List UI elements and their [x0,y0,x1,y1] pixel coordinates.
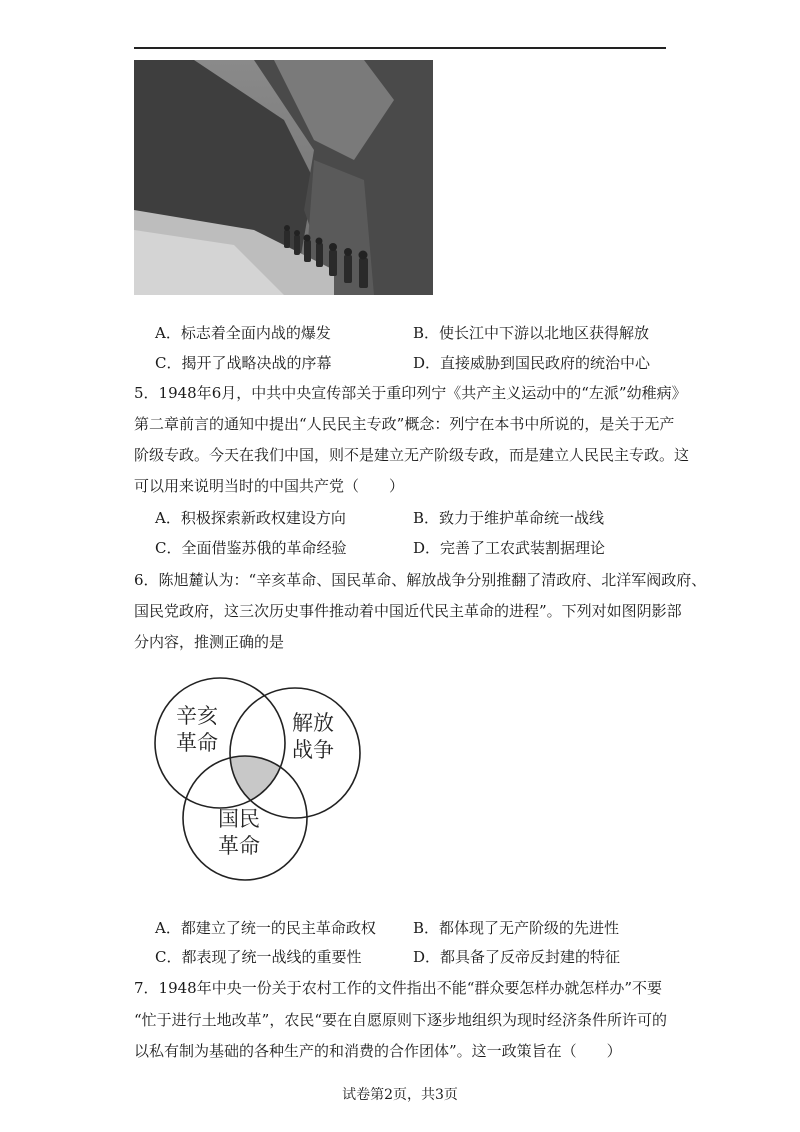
q6-option-b[interactable] [413,918,619,938]
q7-stem-line: 7．1948年中央一份关于农村工作的文件指出不能“群众要怎样办就怎样办”不要 [134,979,663,997]
option-letter: A． [155,919,181,937]
q5-option-c[interactable] [155,538,347,558]
q5-stem-line: 阶级专政。今天在我们中国，则不是建立无产阶级专政，而是建立人民民主专政。这 [134,446,690,464]
option-text: 揭开了战略决战的序幕 [181,354,332,372]
option-letter: D． [413,948,441,966]
option-text: 使长江中下游以北地区获得解放 [439,324,650,342]
option-letter: D． [413,354,441,372]
venn-label-guomin-1: 国民 [218,807,260,831]
q4-option-c[interactable] [155,353,332,373]
q6-stem-line: 国民党政府，这三次历史事件推动着中国近代民主革命的进程”。下列对如图阴影部 [134,602,682,620]
option-text: 标志着全面内战的爆发 [180,324,331,342]
q4-option-b[interactable] [413,323,649,343]
q4-option-a[interactable] [155,323,331,343]
venn-diagram [140,668,380,908]
option-text: 都建立了统一的民主革命政权 [180,919,376,937]
option-letter: C． [155,539,182,557]
option-text: 都体现了无产阶级的先进性 [439,919,620,937]
option-letter: C． [155,354,182,372]
q7-stem-line: 以私有制为基础的各种生产的和消费的合作团体”。这一政策旨在（ ） [134,1042,622,1060]
option-letter: A． [155,509,181,527]
q4-option-d[interactable] [413,353,650,373]
q6-stem-line: 6．陈旭麓认为：“辛亥革命、国民革命、解放战争分别推翻了清政府、北洋军阀政府、 [134,571,707,589]
venn-label-jiefang-1: 解放 [292,711,334,735]
option-letter: B． [413,509,440,527]
q5-stem-line: 可以用来说明当时的中国共产党（ ） [134,477,405,495]
q6-option-a[interactable] [155,918,376,938]
q6-stem-line: 分内容，推测正确的是 [134,633,285,651]
q6-option-d[interactable] [413,947,620,967]
venn-label-xinhai-1: 辛亥 [176,704,218,728]
page-footer: 试卷第2页，共3页 [342,1087,458,1103]
option-letter: A． [155,324,181,342]
q5-stem-line: 第二章前言的通知中提出“人民民主专政”概念：列宁在本书中所说的，是关于无产 [134,415,675,433]
option-text: 积极探索新政权建设方向 [180,509,346,527]
option-text: 致力于维护革命统一战线 [439,509,605,527]
q5-option-a[interactable] [155,508,346,528]
option-letter: B． [413,919,440,937]
option-text: 直接威胁到国民政府的统治中心 [440,354,651,372]
q5-stem-line: 5．1948年6月，中共中央宣传部关于重印列宁《共产主义运动中的“左派”幼稚病》 [134,384,687,402]
q7-stem-line: “忙于进行土地改革”，农民“要在自愿原则下逐步地组织为现时经济条件所许可的 [134,1011,668,1029]
option-letter: B． [413,324,440,342]
q6-option-c[interactable] [155,947,362,967]
option-text: 都表现了统一战线的重要性 [181,948,362,966]
header-rule [134,47,666,49]
venn-label-guomin-2: 革命 [218,834,260,858]
q5-option-b[interactable] [413,508,604,528]
option-text: 完善了工农武装割据理论 [440,539,606,557]
option-text: 都具备了反帝反封建的特征 [440,948,621,966]
march-photo [134,60,433,295]
option-letter: D． [413,539,441,557]
option-letter: C． [155,948,182,966]
venn-label-xinhai-2: 革命 [176,731,218,755]
q5-option-d[interactable] [413,538,605,558]
venn-label-jiefang-2: 战争 [292,738,334,762]
option-text: 全面借鉴苏俄的革命经验 [181,539,347,557]
venn-circle-xinhai [155,678,285,808]
